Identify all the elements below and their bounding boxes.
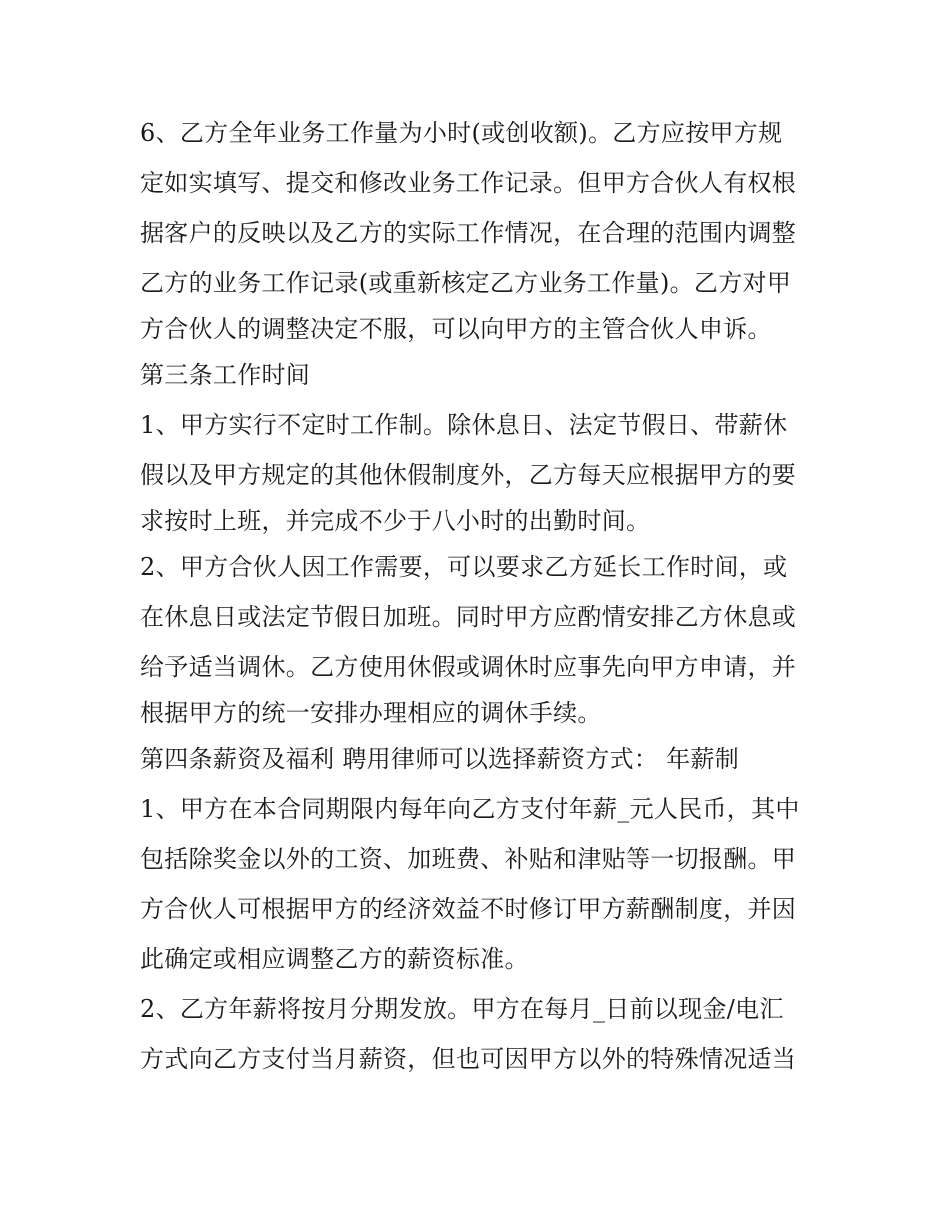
text-line: 方式向乙方支付当月薪资，但也可因甲方以外的特殊情况适当 (140, 1045, 797, 1073)
section-heading: 第四条薪资及福利 聘用律师可以选择薪资方式： 年薪制 (140, 745, 740, 773)
text-line: 根据甲方的统一安排办理相应的调休手续。 (140, 699, 602, 727)
text-line: 在休息日或法定节假日加班。同时甲方应酌情安排乙方休息或 (140, 603, 797, 631)
section-heading: 第三条工作时间 (140, 361, 311, 389)
text-line: 此确定或相应调整乙方的薪资标准。 (140, 945, 529, 973)
text-line: 求按时上班，并完成不少于八小时的出勤时间。 (140, 507, 651, 535)
text-line: 据客户的反映以及乙方的实际工作情况，在合理的范围内调整 (140, 219, 797, 247)
document-body (140, 108, 815, 1084)
text-line: 定如实填写、提交和修改业务工作记录。但甲方合伙人有权根 (140, 169, 797, 197)
text-line: 包括除奖金以外的工资、加班费、补贴和津贴等一切报酬。甲 (140, 845, 797, 873)
text-line: 2、乙方年薪将按月分期发放。甲方在每月_日前以现金/电汇 (140, 995, 784, 1023)
text-line: 假以及甲方规定的其他休假制度外，乙方每天应根据甲方的要 (140, 461, 797, 489)
text-line: 1、甲方实行不定时工作制。除休息日、法定节假日、带薪休 (140, 411, 788, 439)
text-line: 方合伙人可根据甲方的经济效益不时修订甲方薪酬制度，并因 (140, 895, 797, 923)
text-line: 给予适当调休。乙方使用休假或调休时应事先向甲方申请，并 (140, 653, 797, 681)
text-line: 6、乙方全年业务工作量为小时(或创收额)。乙方应按甲方规 (140, 119, 783, 147)
text-line: 1、甲方在本合同期限内每年向乙方支付年薪_元人民币，其中 (140, 795, 800, 823)
text-line: 乙方的业务工作记录(或重新核定乙方业务工作量)。乙方对甲 (140, 269, 792, 297)
text-line: 2、甲方合伙人因工作需要，可以要求乙方延长工作时间，或 (140, 553, 788, 581)
text-line: 方合伙人的调整决定不服，可以向甲方的主管合伙人申诉。 (140, 315, 772, 343)
